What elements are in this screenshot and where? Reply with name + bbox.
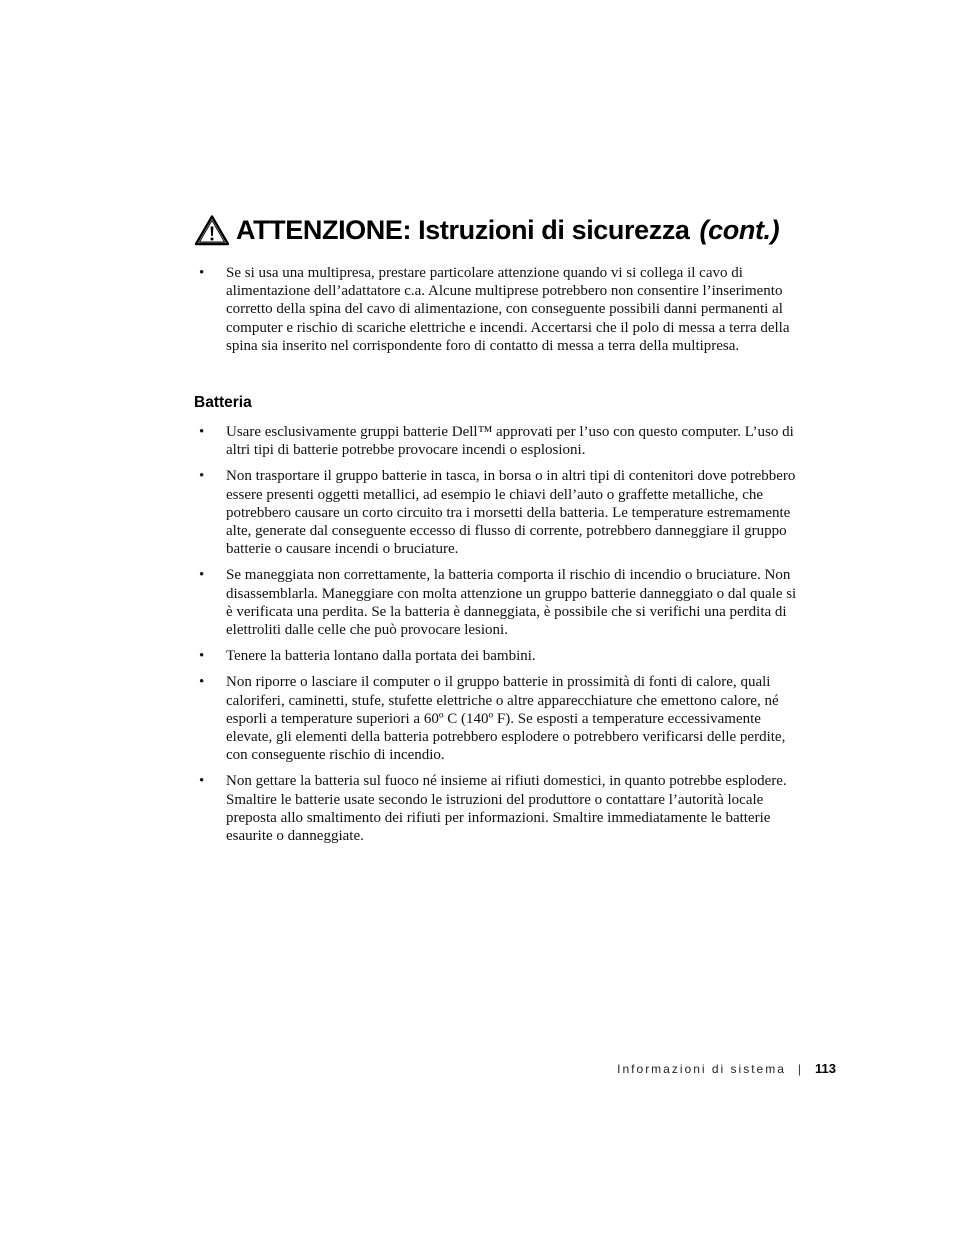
bullet-marker: • (199, 674, 205, 691)
list-item (194, 647, 804, 665)
bullet-marker: • (199, 567, 205, 584)
bullet-marker: • (199, 773, 205, 790)
page-title: ATTENZIONE: Istruzioni di sicurezza (236, 214, 690, 245)
list-item-text: Se maneggiata non correttamente, la batteria comporta il rischio di incendio o bruciature. Non disassemblarla. Maneggiare con molta attenzione un gruppo batterie danneggiato o dal quale si è verificata una perdita. Se la batteria è danneggiata, è possibile che si verifichi una perdita di elettroliti dalle celle che può provocare lesioni. (226, 567, 797, 639)
intro-bullet-list (194, 264, 804, 363)
list-item (194, 264, 804, 355)
footer-section-title: Informazioni di sistema (617, 1062, 786, 1076)
list-item-text: Non trasportare il gruppo batterie in tasca, in borsa o in altri tipi di contenitori dove potrebbero essere presenti oggetti metallici, ad esempio le chiavi dell’auto o graffette metalliche, che potrebbero causare un corto circuito tra i morsetti della batteria. Le temperature estremamente alte, generate dal conseguente eccesso di flusso di corrente, potrebbero danneggiare il gruppo batterie o causare incendi o bruciature. (226, 468, 796, 558)
page-heading (194, 214, 779, 246)
warning-triangle-icon (194, 214, 230, 246)
list-item-text: Usare esclusivamente gruppi batterie Dell™ approvati per l’uso con questo computer. L’uso di altri tipi di batterie potrebbe provocare incendi o esplosioni. (226, 424, 794, 459)
list-item (194, 772, 804, 845)
section-title-batteria: Batteria (194, 394, 252, 411)
bullet-marker: • (199, 468, 205, 485)
list-item (194, 566, 804, 639)
list-item (194, 673, 804, 764)
bullet-marker: • (199, 648, 205, 665)
footer-separator: | (797, 1062, 802, 1076)
bullet-marker: • (199, 265, 205, 281)
list-item (194, 467, 804, 558)
list-item (194, 423, 804, 459)
list-item-text: Non gettare la batteria sul fuoco né insieme ai rifiuti domestici, in quanto potrebbe esplodere. Smaltire le batterie usate secondo le istruzioni del produttore o contattare l’autorità locale preposta allo smaltimento dei rifiuti per informazioni. Smaltire immediatamente le batterie esaurite o danneggiate. (226, 773, 787, 845)
list-item-text: Tenere la batteria lontano dalla portata dei bambini. (226, 648, 536, 665)
bullet-marker: • (199, 424, 205, 440)
continued-label: (cont.) (699, 214, 780, 245)
battery-bullet-list (194, 423, 804, 853)
page-footer (617, 1061, 836, 1076)
list-item-text: Se si usa una multipresa, prestare particolare attenzione quando vi si collega il cavo di alimentazione dell’adattatore c.a. Alcune multiprese potrebbero non consentire l’inserimento corretto della spina del cavo di alimentazione, con conseguente possibili danni permanenti al computer e rischio di scariche elettriche e incendi. Accertarsi che il polo di messa a terra della spina sia inserito nel corrispondente foro di contatto di messa a terra della multipresa. (226, 265, 790, 354)
list-item-text: Non riporre o lasciare il computer o il gruppo batterie in prossimità di fonti di calore, quali caloriferi, caminetti, stufe, stufette elettriche o altre apparecchiature che emettono calore, né esporli a temperature superiori a 60º C (140º F). Se esposti a temperature eccessivamente elevate, gli elementi della batteria potrebbero esplodere o potrebbero verificarsi delle perdite, con conseguente rischio di incendio. (226, 674, 786, 764)
page-number: 113 (815, 1061, 836, 1076)
